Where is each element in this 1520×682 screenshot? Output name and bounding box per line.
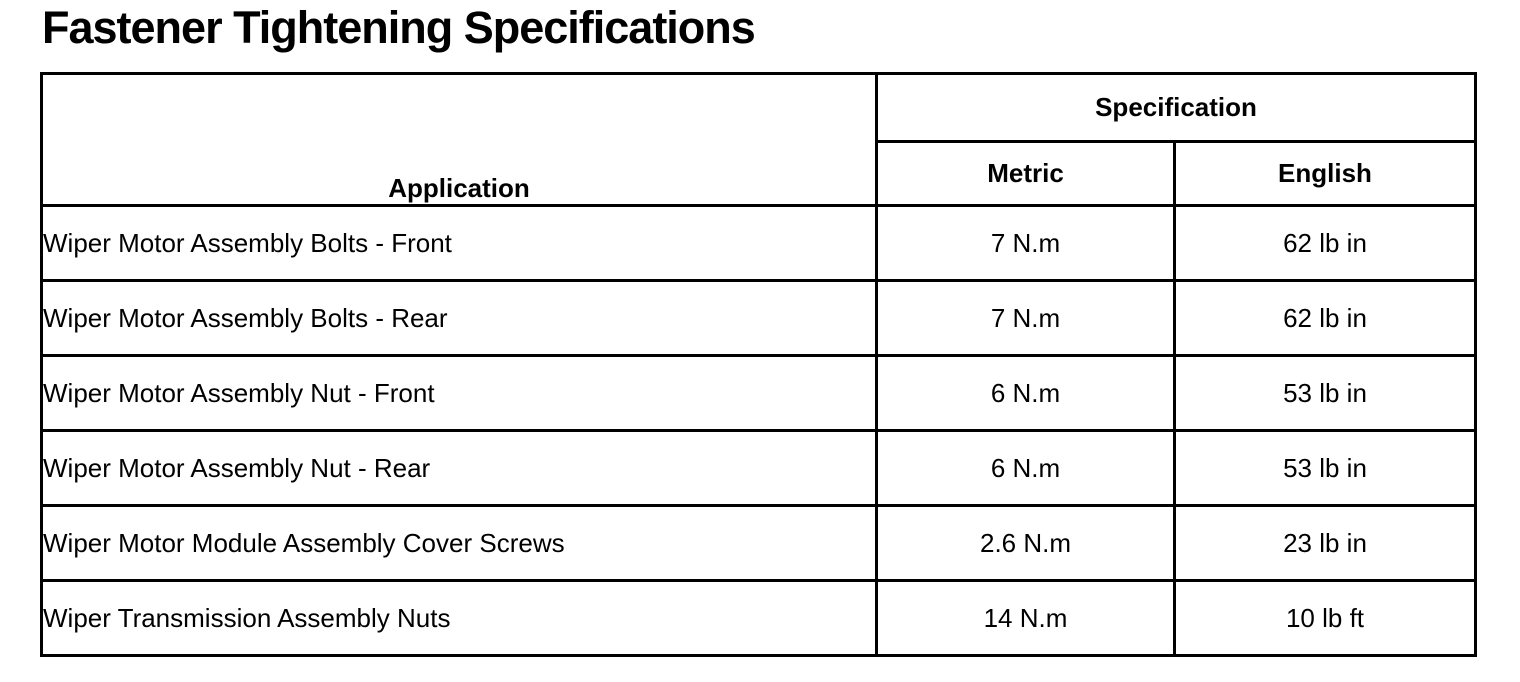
table-row	[42, 281, 1476, 356]
metric-value-cell: 7 N.m	[877, 281, 1175, 356]
application-cell: Wiper Motor Assembly Bolts - Front	[42, 206, 877, 281]
table-row	[42, 356, 1476, 431]
column-header-specification: Specification	[877, 74, 1476, 142]
english-value-cell: 10 lb ft	[1175, 581, 1476, 656]
metric-value-cell: 7 N.m	[877, 206, 1175, 281]
application-cell: Wiper Motor Module Assembly Cover Screws	[42, 506, 877, 581]
metric-value-cell: 14 N.m	[877, 581, 1175, 656]
table-row	[42, 431, 1476, 506]
table-row	[42, 206, 1476, 281]
metric-value-cell: 6 N.m	[877, 431, 1175, 506]
metric-value-cell: 6 N.m	[877, 356, 1175, 431]
table-row	[42, 506, 1476, 581]
column-header-metric: Metric	[877, 142, 1175, 206]
column-header-application: Application	[42, 74, 877, 206]
application-cell: Wiper Transmission Assembly Nuts	[42, 581, 877, 656]
header-row-specification	[42, 74, 1476, 142]
application-cell: Wiper Motor Assembly Bolts - Rear	[42, 281, 877, 356]
column-header-english: English	[1175, 142, 1476, 206]
fastener-specs-table	[40, 72, 1477, 657]
english-value-cell: 53 lb in	[1175, 431, 1476, 506]
table-row	[42, 581, 1476, 656]
metric-value-cell: 2.6 N.m	[877, 506, 1175, 581]
application-cell: Wiper Motor Assembly Nut - Front	[42, 356, 877, 431]
page-title: Fastener Tightening Specifications	[42, 2, 755, 53]
english-value-cell: 62 lb in	[1175, 206, 1476, 281]
application-cell: Wiper Motor Assembly Nut - Rear	[42, 431, 877, 506]
english-value-cell: 62 lb in	[1175, 281, 1476, 356]
english-value-cell: 23 lb in	[1175, 506, 1476, 581]
english-value-cell: 53 lb in	[1175, 356, 1476, 431]
